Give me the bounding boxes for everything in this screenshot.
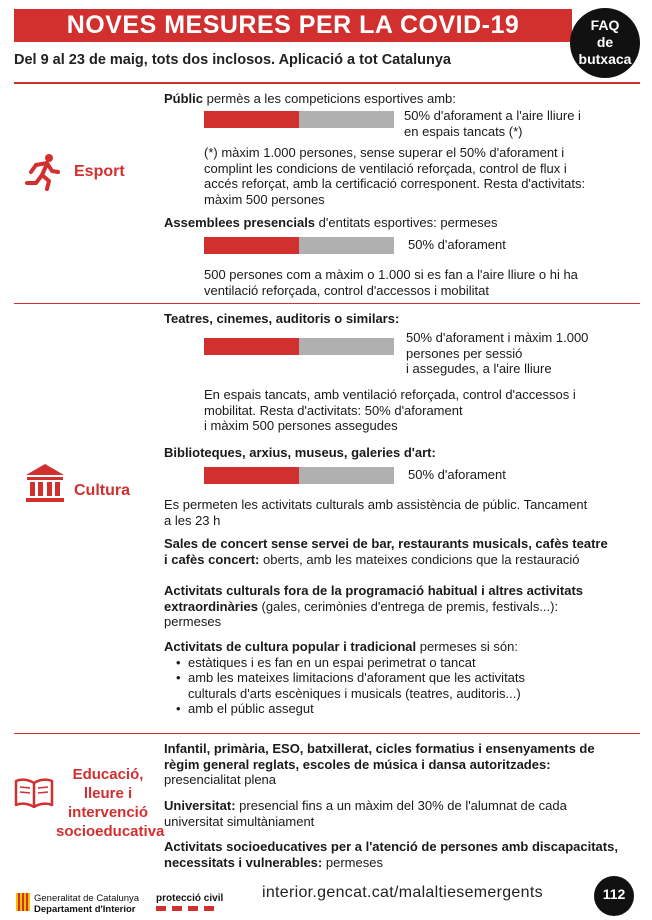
divider-top bbox=[14, 82, 640, 84]
gencat-line-2: Departament d'Interior bbox=[34, 904, 136, 915]
book-icon bbox=[14, 778, 54, 808]
assemblees-rest: d'entitats esportives: permeses bbox=[315, 215, 498, 230]
biblio-bar-text: 50% d'aforament bbox=[408, 467, 506, 482]
assemblees-bold: Assemblees presencials bbox=[164, 215, 316, 230]
gencat-logo bbox=[34, 893, 139, 915]
public-note bbox=[204, 145, 585, 207]
fora-note bbox=[164, 583, 583, 630]
teatres-bar-text-3: i assegudes, a l'aire lliure bbox=[406, 361, 552, 376]
sales-bold-1: Sales de concert sense servei de bar, restaurants musicals, cafès teatre bbox=[164, 536, 608, 551]
fora-bold-1: Activitats culturals fora de la programació habitual i altres activitats bbox=[164, 583, 584, 598]
activitats-2: a les 23 h bbox=[164, 512, 221, 528]
activitats-note bbox=[164, 497, 587, 528]
page-title: NOVES MESURES PER LA COVID-19 bbox=[14, 9, 572, 42]
runner-icon bbox=[22, 153, 62, 191]
popular-note bbox=[164, 639, 642, 717]
capacity-bar-rest bbox=[299, 237, 394, 254]
public-note-2: complint les condicions de ventilació reforçada, control de flux i bbox=[204, 160, 567, 176]
esport-assemblees-heading bbox=[164, 215, 497, 231]
public-note-4: màxim 500 persones bbox=[204, 191, 325, 207]
list-item: • amb les mateixes limitacions d'aforament que les activitats bbox=[176, 670, 642, 686]
public-rest: permès a les competicions esportives amb: bbox=[203, 91, 456, 106]
fora-rest-2: (gales, cerimònies d'entrega de premis, festivals...): bbox=[257, 598, 559, 614]
capacity-bar-biblio bbox=[204, 467, 394, 484]
teatres-bar-text-1: 50% d'aforament i màxim 1.000 bbox=[406, 330, 589, 345]
teatres-note-1: En espais tancats, amb ventilació reforçada, control d'accessos i bbox=[204, 387, 576, 402]
public-note-3: accés reforçat, amb la certificació corresponent. Resta d'activitats: bbox=[204, 176, 586, 191]
assemblees-note-2: ventilació reforçada, control d'accessos i mobilitat bbox=[204, 282, 490, 298]
assemblees-bar-text: 50% d'aforament bbox=[408, 237, 506, 252]
capacity-bar-public bbox=[204, 111, 394, 128]
museum-icon bbox=[24, 462, 66, 504]
esport-content bbox=[164, 91, 642, 301]
universitat-note bbox=[164, 798, 567, 829]
assemblees-note-1: 500 persones com a màxim o 1.000 si es fan a l'aire lliure o hi ha bbox=[204, 267, 578, 282]
infantil-bold-2: règim general reglats, escoles de música i dansa autoritzades: bbox=[164, 756, 551, 772]
fora-rest-3: permeses bbox=[164, 614, 222, 629]
educacio-label-2: lleure i bbox=[83, 785, 133, 802]
capacity-bar-rest bbox=[299, 111, 394, 128]
public-bar-text bbox=[404, 108, 581, 139]
fora-bold-2: extraordinàries bbox=[164, 598, 258, 614]
public-bold: Públic bbox=[164, 91, 204, 106]
activitats-1: Es permeten les activitats culturals amb assistència de públic. Tancament bbox=[164, 497, 588, 512]
subtitle: Del 9 al 23 de maig, tots dos inclosos. Aplicació a tot Catalunya bbox=[14, 52, 451, 68]
teatres-heading: Teatres, cinemes, auditoris o similars: bbox=[164, 311, 400, 326]
list-item: • amb el públic assegut bbox=[176, 701, 642, 717]
infantil-note bbox=[164, 741, 595, 788]
esport-public-heading bbox=[164, 91, 456, 107]
capacity-bar-fill bbox=[204, 237, 299, 254]
public-note-1: (*) màxim 1.000 persones, sense superar el 50% d'aforament i bbox=[204, 145, 565, 160]
socio-note bbox=[164, 839, 618, 870]
sales-bold-2: i cafès concert: bbox=[164, 551, 260, 567]
teatres-note bbox=[204, 387, 576, 434]
category-cultura: Cultura bbox=[74, 482, 130, 499]
divider-cultura bbox=[14, 733, 640, 734]
footer-url[interactable]: interior.gencat.cat/malaltiesemergents bbox=[262, 884, 543, 901]
cultura-content bbox=[164, 311, 642, 731]
public-bar-text-1: 50% d'aforament a l'aire lliure i bbox=[404, 108, 581, 123]
educacio-label-4: socioeducativa bbox=[56, 823, 165, 840]
teatres-note-2: mobilitat. Resta d'activitats: 50% d'aforament bbox=[204, 402, 463, 418]
univ-rest-2: universitat simultàniament bbox=[164, 813, 315, 829]
capacity-bar-fill bbox=[204, 467, 299, 484]
popular-bold: Activitats de cultura popular i tradicional bbox=[164, 639, 417, 654]
teatres-note-3: i màxim 500 persones assegudes bbox=[204, 418, 398, 433]
public-bar-text-2: en espais tancats (*) bbox=[404, 123, 523, 139]
teatres-bar-text-2: persones per sessió bbox=[406, 345, 523, 361]
infantil-rest: presencialitat plena bbox=[164, 772, 277, 787]
univ-rest-1: presencial fins a un màxim del 30% de l'alumnat de cada bbox=[235, 798, 567, 813]
list-item-continuation: culturals d'arts escèniques i musicals (teatres, auditoris...) bbox=[188, 685, 521, 701]
biblio-heading: Biblioteques, arxius, museus, galeries d'art: bbox=[164, 445, 436, 460]
socio-bold-2: necessitats i vulnerables: bbox=[164, 854, 323, 870]
capacity-bar-teatres bbox=[204, 338, 394, 355]
capacity-bar-rest bbox=[299, 338, 394, 355]
category-esport: Esport bbox=[74, 163, 125, 180]
educacio-label-1: Educació, bbox=[72, 766, 144, 783]
list-item: • estàtiques i es fan en un espai perimetrat o tancat bbox=[176, 655, 642, 671]
proteccio-label: protecció civil bbox=[156, 893, 224, 904]
popular-list bbox=[176, 655, 642, 717]
faq-line-3: butxaca bbox=[578, 51, 632, 67]
univ-bold: Universitat: bbox=[164, 798, 236, 813]
sales-rest: oberts, amb les mateixes condicions que la restauració bbox=[259, 551, 580, 567]
emergency-112-badge: 112 bbox=[594, 876, 634, 916]
faq-line-2: de bbox=[596, 34, 614, 50]
capacity-bar-rest bbox=[299, 467, 394, 484]
popular-rest: permeses si són: bbox=[416, 639, 518, 654]
teatres-bar-text bbox=[406, 330, 588, 377]
sales-note bbox=[164, 536, 608, 567]
category-educacio bbox=[56, 765, 165, 841]
socio-bold-1: Activitats socioeducatives per a l'atenció de persones amb discapacitats, bbox=[164, 839, 618, 854]
educacio-content bbox=[164, 741, 642, 876]
faq-line-1: FAQ bbox=[590, 17, 620, 33]
gencat-line-1: Generalitat de Catalunya bbox=[34, 893, 140, 904]
assemblees-note bbox=[204, 267, 578, 298]
infantil-bold-1: Infantil, primària, ESO, batxillerat, cicles formatius i ensenyaments de bbox=[164, 741, 595, 756]
proteccio-stripes-icon bbox=[156, 904, 230, 912]
faq-badge bbox=[570, 8, 640, 78]
gencat-logo-icon bbox=[16, 893, 30, 911]
capacity-bar-fill bbox=[204, 111, 299, 128]
divider-esport bbox=[14, 303, 640, 304]
educacio-label-3: intervenció bbox=[67, 804, 149, 821]
capacity-bar-fill bbox=[204, 338, 299, 355]
proteccio-civil-logo bbox=[156, 893, 230, 915]
capacity-bar-assemblees bbox=[204, 237, 394, 254]
socio-rest: permeses bbox=[322, 854, 383, 870]
